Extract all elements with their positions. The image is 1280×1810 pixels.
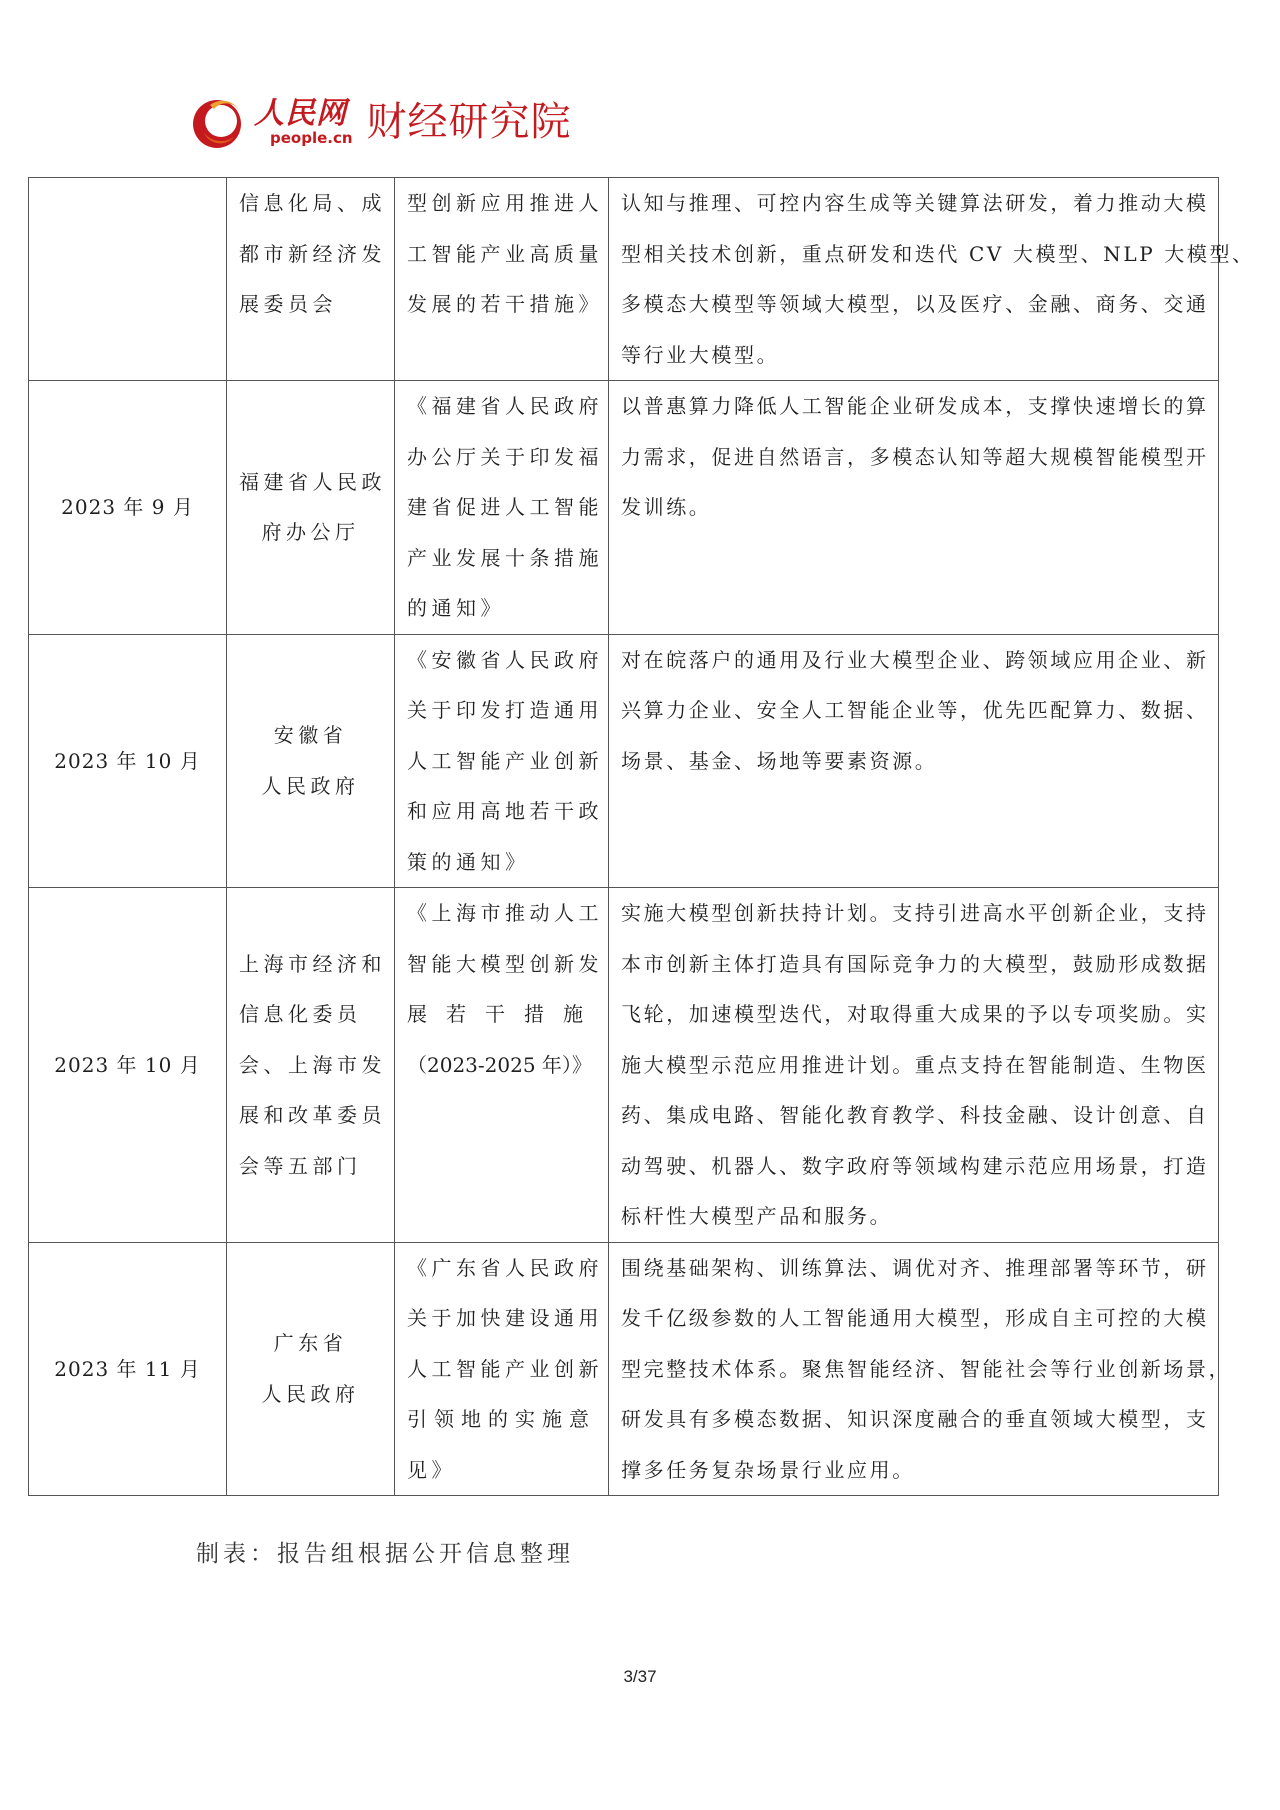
document-line: 和应用高地若干政 — [407, 799, 603, 823]
table-source-caption: 制表：报告组根据公开信息整理 — [196, 1541, 574, 1567]
description-line: 以普惠算力降低人工智能企业研发成本，支撑快速增长的算 — [621, 394, 1209, 418]
logo-domain: people.cn — [270, 129, 353, 147]
issuer-cell — [227, 381, 395, 635]
description-line: 型相关技术创新，重点研发和迭代 CV 大模型、NLP 大模型、 — [621, 241, 1255, 266]
issuer-line: 安徽省 — [273, 723, 348, 748]
description-line: 研发具有多模态数据、知识深度融合的垂直领域大模型，支 — [621, 1407, 1209, 1431]
issuer-line: 府办公厅 — [261, 520, 360, 545]
issuer-cell — [227, 1242, 395, 1496]
document-line: 引领地的实施意 — [407, 1407, 596, 1431]
description-line: 对在皖落户的通用及行业大模型企业、跨领域应用企业、新 — [621, 647, 1209, 672]
description-line: 等行业大模型。 — [621, 342, 780, 367]
table-row — [29, 1242, 1219, 1496]
document-line: 办公厅关于印发福 — [407, 444, 603, 469]
description-line: 实施大模型创新扶持计划。支持引进高水平创新企业，支持 — [621, 901, 1209, 925]
description-line: 动驾驶、机器人、数字政府等领域构建示范应用场景，打造 — [621, 1153, 1209, 1178]
document-cell — [395, 381, 609, 635]
description-line: 飞轮，加速模型迭代，对取得重大成果的予以专项奖励。实 — [621, 1002, 1209, 1026]
issuer-line: 人民政府 — [261, 773, 360, 798]
logo-chinese-name: 人民网 — [254, 96, 347, 131]
issuer-line: 展和改革委员 — [239, 1103, 386, 1127]
document-line: 智能大模型创新发 — [407, 951, 603, 976]
date-cell: 2023 年 10 月 — [29, 634, 227, 888]
document-line: 展若干措施 — [407, 1002, 602, 1026]
issuer-line: 人民政府 — [261, 1381, 360, 1406]
description-line: 兴算力企业、安全人工智能企业等，优先匹配算力、数据、 — [621, 698, 1209, 722]
issuer-line: 信息化局、成 — [239, 191, 386, 215]
document-line: 《安徽省人民政府 — [407, 647, 603, 672]
description-line: 认知与推理、可控内容生成等关键算法研发，着力推动大模 — [621, 191, 1209, 215]
table-row — [29, 888, 1219, 1243]
document-line: （2023-2025 年）》 — [407, 1052, 592, 1077]
document-cell — [395, 1242, 609, 1496]
description-line: 施大模型示范应用推进计划。重点支持在智能制造、生物医 — [621, 1052, 1209, 1077]
issuer-cell — [227, 888, 395, 1243]
date-cell — [29, 178, 227, 381]
table-row — [29, 178, 1219, 381]
institute-name: 财经研究院 — [366, 99, 572, 145]
description-line: 力需求，促进自然语言，多模态认知等超大规模智能模型开 — [621, 444, 1209, 469]
issuer-line: 上海市经济和 — [239, 951, 386, 976]
description-cell — [609, 178, 1255, 381]
date-cell: 2023 年 10 月 — [29, 888, 227, 1243]
description-line: 场景、基金、场地等要素资源。 — [621, 748, 938, 773]
page-header — [190, 90, 572, 154]
people-logo-text — [254, 98, 353, 146]
table-row — [29, 634, 1219, 888]
document-line: 关于加快建设通用 — [407, 1306, 603, 1330]
description-line: 本市创新主体打造具有国际竞争力的大模型，鼓励形成数据 — [621, 951, 1209, 976]
description-cell — [609, 888, 1219, 1243]
document-line: 《上海市推动人工 — [407, 901, 603, 925]
document-line: 策的通知》 — [407, 849, 530, 874]
document-line: 产业发展十条措施 — [407, 545, 603, 570]
date-cell: 2023 年 9 月 — [29, 381, 227, 635]
issuer-line: 广东省 — [273, 1331, 348, 1356]
document-line: 工智能产业高质量 — [407, 241, 603, 266]
page-number: 3/37 — [623, 1667, 657, 1686]
issuer-line: 福建省人民政 — [239, 469, 386, 494]
document-line: 建省促进人工智能 — [407, 495, 603, 519]
document-line: 《福建省人民政府 — [407, 394, 603, 418]
issuer-line: 信息化委员 — [239, 1002, 362, 1026]
policy-table — [28, 177, 1255, 1496]
document-line: 《广东省人民政府 — [407, 1255, 603, 1280]
issuer-line: 会等五部门 — [239, 1153, 362, 1178]
description-line: 发训练。 — [621, 495, 712, 519]
document-line: 发展的若干措施》 — [407, 292, 603, 316]
description-cell — [609, 1242, 1232, 1496]
document-cell — [395, 888, 609, 1243]
people-logo-icon — [190, 93, 248, 151]
description-line: 药、集成电路、智能化教育教学、科技金融、设计创意、自 — [621, 1103, 1209, 1127]
description-cell — [609, 634, 1219, 888]
document-line: 的通知》 — [407, 596, 505, 620]
document-line: 人工智能产业创新 — [407, 1356, 603, 1381]
description-line: 多模态大模型等领域大模型，以及医疗、金融、商务、交通 — [621, 292, 1209, 316]
issuer-cell — [227, 178, 395, 381]
table-row — [29, 381, 1219, 635]
description-cell — [609, 381, 1219, 635]
description-line: 发千亿级参数的人工智能通用大模型，形成自主可控的大模 — [621, 1306, 1209, 1330]
issuer-cell — [227, 634, 395, 888]
issuer-line: 都市新经济发 — [239, 241, 386, 266]
issuer-line: 会、上海市发 — [239, 1052, 386, 1077]
document-line: 人工智能产业创新 — [407, 748, 603, 773]
description-line: 标杆性大模型产品和服务。 — [621, 1204, 893, 1228]
document-cell — [395, 178, 609, 381]
document-line: 型创新应用推进人 — [407, 191, 603, 215]
issuer-line: 展委员会 — [239, 292, 337, 316]
document-line: 见》 — [407, 1457, 456, 1482]
document-line: 关于印发打造通用 — [407, 698, 603, 722]
date-cell: 2023 年 11 月 — [29, 1242, 227, 1496]
description-line: 围绕基础架构、训练算法、调优对齐、推理部署等环节，研 — [621, 1255, 1209, 1280]
description-line: 型完整技术体系。聚焦智能经济、智能社会等行业创新场景， — [621, 1356, 1232, 1381]
description-line: 撑多任务复杂场景行业应用。 — [621, 1457, 915, 1482]
document-cell — [395, 634, 609, 888]
